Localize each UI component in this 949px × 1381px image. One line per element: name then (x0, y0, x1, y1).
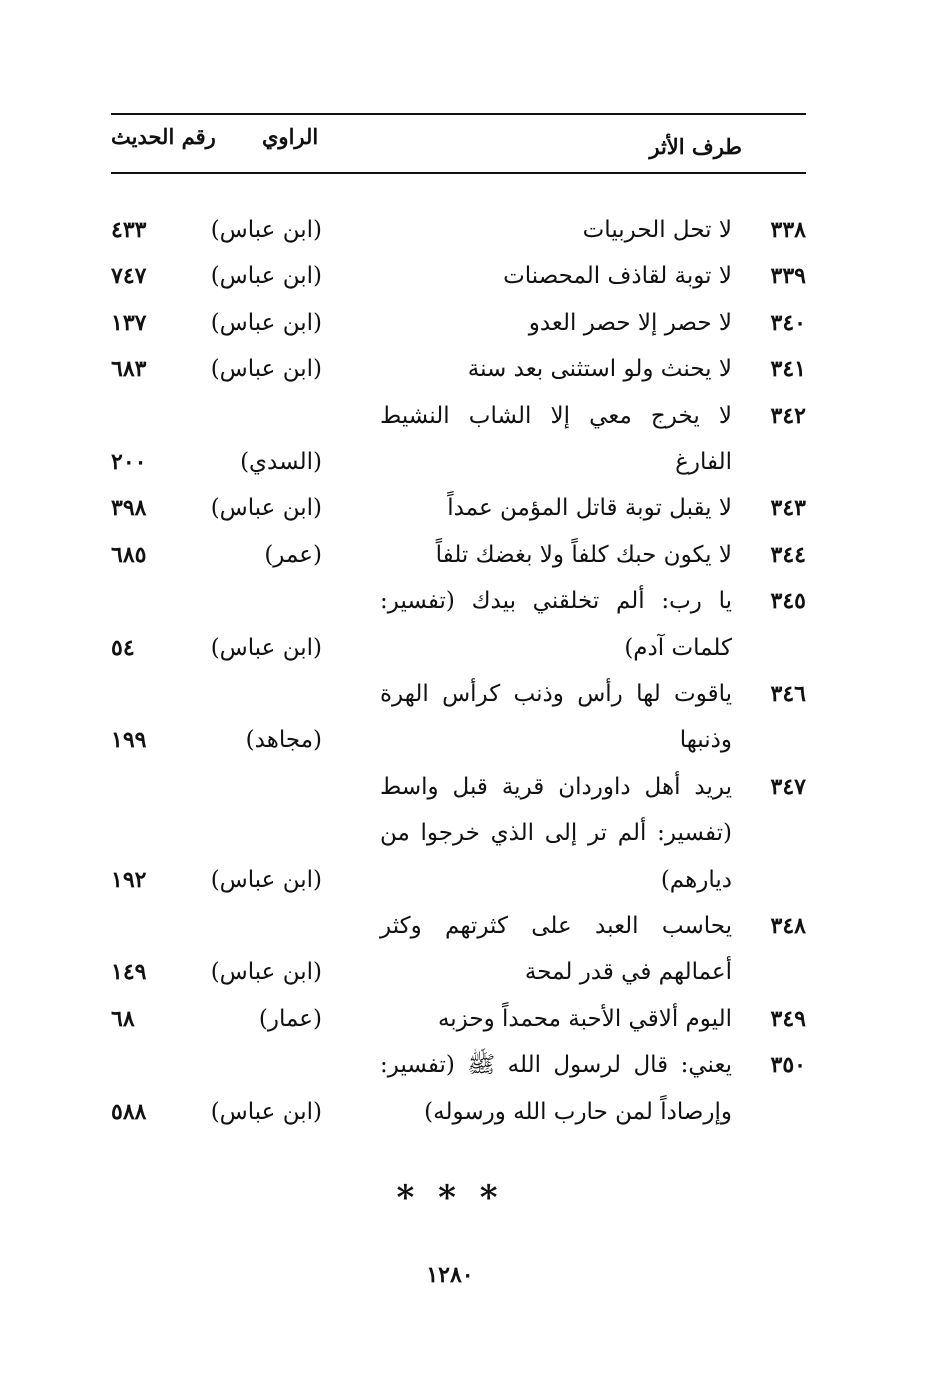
entry-text-line: اليوم ألاقي الأحبة محمداً وحزبه (437, 1005, 732, 1032)
header-bottom-rule (111, 172, 806, 174)
entry-narrator: (ابن عباس) (210, 217, 322, 243)
entry-number: ٣٥٠ (770, 1052, 806, 1079)
entry-narrator: (ابن عباس) (210, 1098, 322, 1125)
entry-text-line: الفارغ (675, 449, 732, 475)
entry-narrator: (السدي) (240, 449, 322, 475)
entry-text-line: يعني: قال لرسول الله ﷺ (تفسير: (380, 1052, 732, 1079)
entry-text-line: لا يحنث ولو استثنى بعد سنة (467, 356, 732, 383)
header-hadith-number-column: رقم الحديث (111, 124, 216, 149)
entry-narrator: (ابن عباس) (210, 309, 322, 336)
section-separator: * * * (396, 1178, 504, 1218)
entry-text-line: يا رب: ألم تخلقني بيدك (تفسير: (380, 588, 732, 615)
entry-text-line: لا حصر إلا حصر العدو (528, 309, 732, 336)
entry-number: ٣٤٧ (770, 773, 806, 800)
entry-text-line: أعمالهم في قدر لمحة (524, 959, 732, 986)
header-top-rule (111, 113, 806, 115)
entry-number: ٣٤٣ (770, 495, 806, 522)
entry-text-line: لا تحل الحربيات (582, 217, 732, 243)
entry-text-line: لا يكون حبك كلفاً ولا بغضك تلفاً (435, 541, 732, 568)
entry-text-line: ديارهم) (660, 866, 732, 893)
entry-text-line: لا يقبل توبة قاتل المؤمن عمداً (447, 495, 732, 522)
entry-text-line: لا يخرج معي إلا الشاب النشيط (380, 402, 732, 429)
entry-number: ٣٤٦ (770, 681, 806, 707)
entry-hadith-number: ٦٨٥ (111, 541, 147, 568)
entry-number: ٣٤٠ (770, 309, 806, 336)
entry-hadith-number: ١٤٩ (111, 959, 147, 986)
entry-number: ٣٤٩ (770, 1005, 806, 1032)
entry-hadith-number: ٧٤٧ (111, 263, 147, 290)
entry-narrator: (عمر) (264, 541, 322, 568)
header-text-column: طرف الأثر (649, 134, 742, 159)
entry-text-line: وذنبها (679, 727, 732, 754)
entry-hadith-number: ٦٨٣ (111, 356, 147, 383)
entry-hadith-number: ٤٣٣ (111, 217, 147, 243)
entry-narrator: (ابن عباس) (210, 866, 322, 893)
entry-narrator: (ابن عباس) (210, 356, 322, 383)
header-narrator-column: الراوي (262, 124, 319, 149)
entry-number: ٣٣٩ (770, 263, 806, 290)
entry-number: ٣٤١ (770, 356, 806, 383)
entry-narrator: (ابن عباس) (210, 959, 322, 986)
entry-number: ٣٣٨ (770, 217, 806, 243)
entry-narrator: (عمار) (258, 1005, 322, 1032)
entry-narrator: (مجاهد) (245, 727, 322, 754)
entry-text-line: لا توبة لقاذف المحصنات (503, 263, 732, 290)
entry-narrator: (ابن عباس) (210, 263, 322, 290)
entry-text-line: ياقوت لها رأس وذنب كرأس الهرة (380, 681, 732, 707)
entry-hadith-number: ٣٩٨ (111, 495, 147, 522)
entry-text-line: كلمات آدم) (624, 634, 732, 661)
entry-hadith-number: ١٩٢ (111, 866, 147, 893)
entry-text-line: يحاسب العبد على كثرتهم وكثر (380, 913, 732, 939)
entry-number: ٣٤٨ (770, 913, 806, 939)
page-number: ١٢٨٠ (426, 1262, 474, 1288)
entry-hadith-number: ٢٠٠ (111, 449, 147, 475)
entry-hadith-number: ٥٨٨ (111, 1098, 147, 1125)
entry-hadith-number: ١٣٧ (111, 309, 147, 336)
entry-hadith-number: ١٩٩ (111, 727, 147, 754)
entry-number: ٣٤٤ (770, 541, 806, 568)
entry-narrator: (ابن عباس) (210, 634, 322, 661)
entry-narrator: (ابن عباس) (210, 495, 322, 522)
entry-hadith-number: ٦٨ (111, 1005, 135, 1032)
entry-number: ٣٤٥ (770, 588, 806, 615)
entry-number: ٣٤٢ (770, 402, 806, 429)
entry-hadith-number: ٥٤ (111, 634, 135, 661)
entry-text-line: وإرصاداً لمن حارب الله ورسوله) (424, 1098, 732, 1125)
entry-text-line: (تفسير: ألم تر إلى الذي خرجوا من (380, 820, 732, 847)
entry-text-line: يريد أهل داوردان قرية قبل واسط (380, 773, 732, 800)
